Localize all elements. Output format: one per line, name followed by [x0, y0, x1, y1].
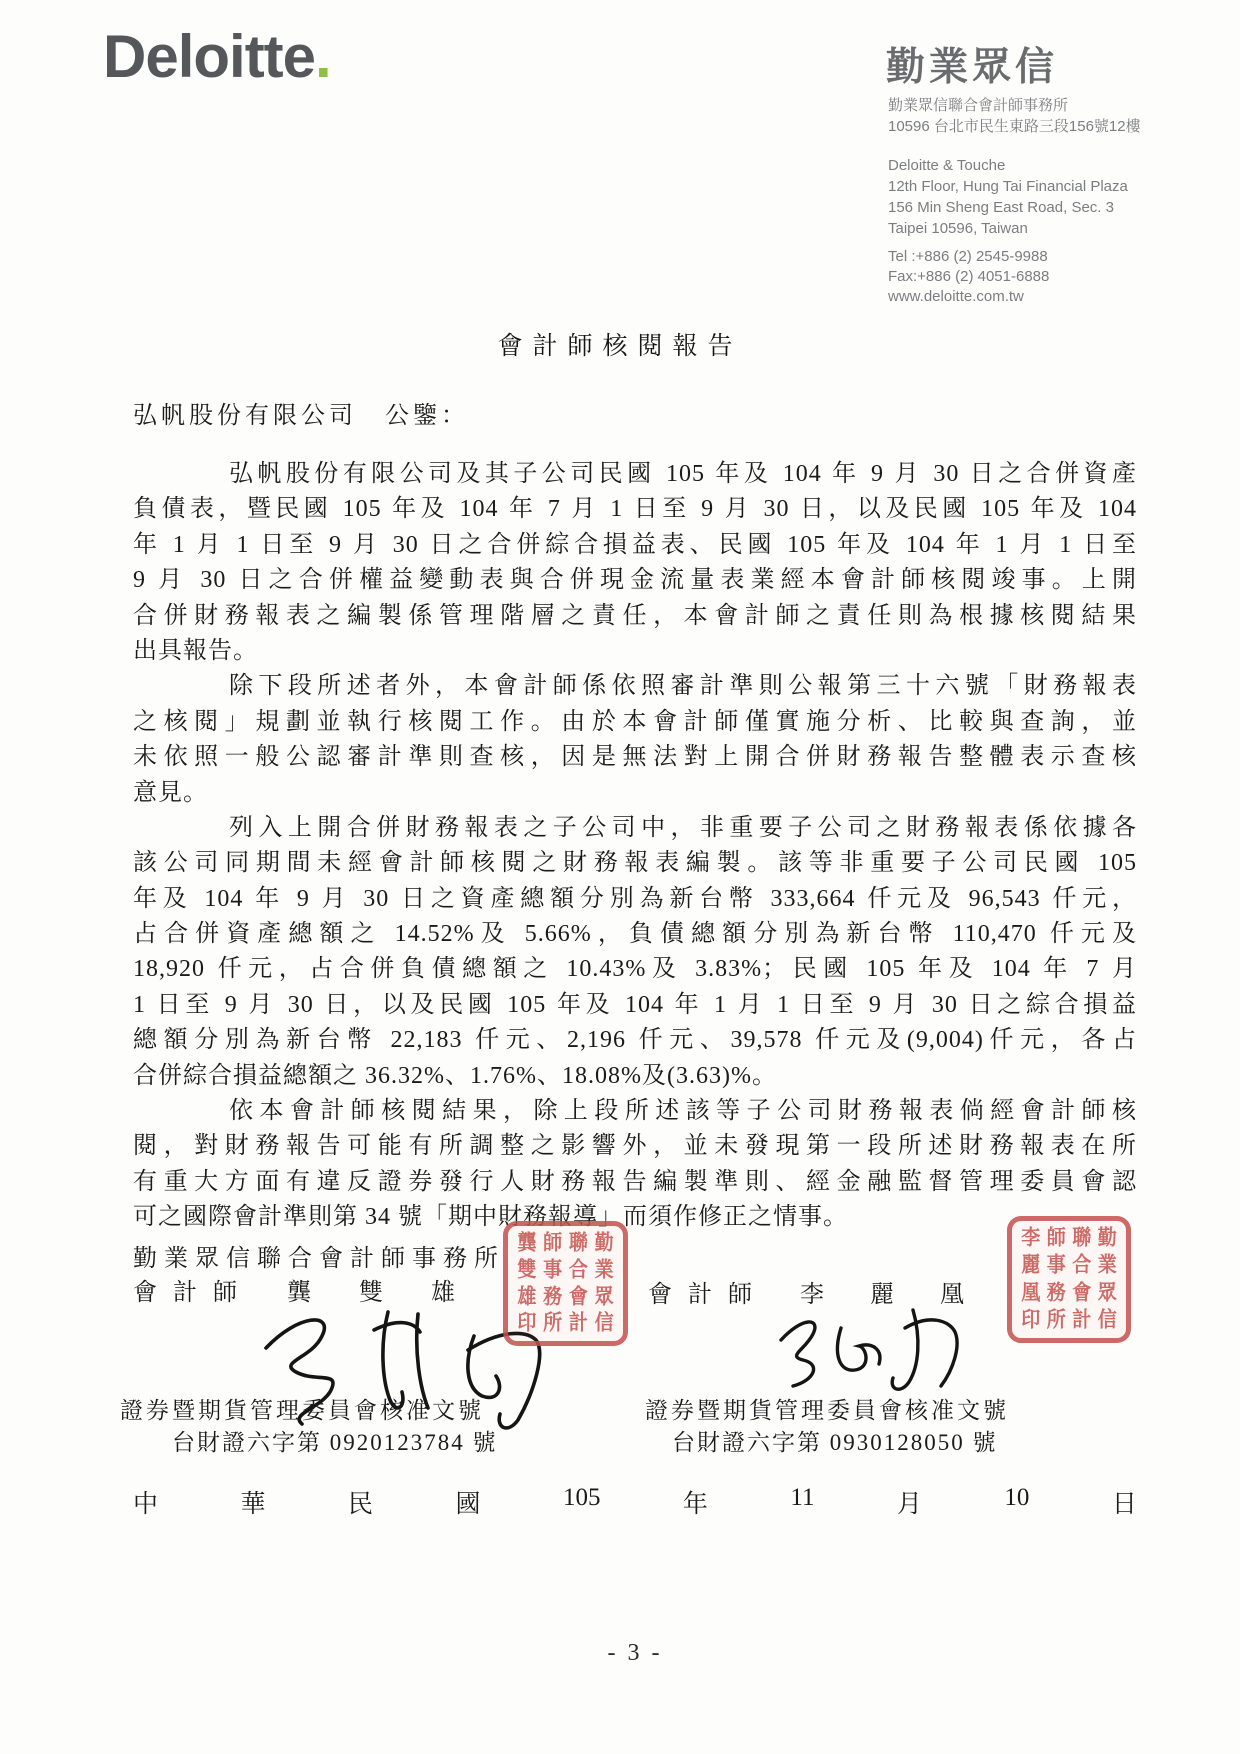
report-line: 出具報告。 — [133, 637, 258, 664]
report-line: 依本會計師核閱結果，除上段所述該等子公司財務報表倘經會計師核 — [229, 1098, 1137, 1125]
cpa-seal-stamp-left: 勤 業 眾 信 聯 合 會 計 師 事 務 所 龔 雙 雄 印 — [503, 1221, 628, 1346]
cpa-name-right: 李麗凰 — [800, 1282, 1010, 1308]
letterhead-address-english: Deloitte & Touche 12th Floor, Hung Tai Financial Plaza 156 Min Sheng East Road, Sec. 3 Taipei 10596, Taiwan — [888, 157, 1128, 237]
report-line: 總額分別為新台幣 22,183 仟元、2,196 仟元、39,578 仟元及(9,004)仟元，各占 — [133, 1027, 1137, 1054]
report-line: 負債表，暨民國 105 年及 104 年 7 月 1 日至 9 月 30 日，以及民國 105 年及 104 — [133, 496, 1137, 523]
report-line: 占合併資產總額之 14.52%及 5.66%，負債總額分別為新台幣 110,470 仟元及 — [133, 921, 1137, 948]
cpa-role-right: 會計師 — [648, 1282, 768, 1308]
approval-label-right: 證券暨期貨管理委員會核准文號 — [645, 1398, 1009, 1423]
deloitte-logo — [103, 22, 331, 91]
report-line: 可之國際會計準則第 34 號「期中財務報導」而須作修正之情事。 — [133, 1204, 848, 1231]
report-line: 年 1 月 1 日至 9 月 30 日之合併綜合損益表、民國 105 年及 104 年 1 月 1 日至 — [133, 531, 1137, 558]
report-line: 閱，對財務報告可能有所調整之影響外，並未發現第一段所述財務報表在所 — [133, 1133, 1137, 1160]
report-line: 合併綜合損益總額之 36.32%、1.76%、18.08%及(3.63)%。 — [133, 1062, 777, 1089]
approval-label-left: 證券暨期貨管理委員會核准文號 — [120, 1398, 484, 1423]
page-number: - 3 - — [607, 1640, 663, 1666]
report-line: 列入上開合併財務報表之子公司中，非重要子公司之財務報表係依據各 — [229, 814, 1137, 841]
report-line: 9 月 30 日之合併權益變動表與合併現金流量表業經本會計師核閱竣事。上開 — [133, 567, 1137, 594]
report-line: 之核閱」規劃並執行核閱工作。由於本會計師僅實施分析、比較與查詢，並 — [133, 708, 1137, 735]
handwritten-signature-right — [763, 1298, 998, 1403]
report-line: 18,920 仟元，占合併負債總額之 10.43%及 3.83%；民國 105 年及 104 年 7 月 — [133, 956, 1137, 983]
approval-number-left: 台財證六字第 0920123784 號 — [172, 1430, 498, 1455]
firm-name-chinese: 勤業眾信 — [886, 46, 1059, 89]
report-line: 合併財務報表之編製係管理階層之責任，本會計師之責任則為根據核閱結果 — [133, 602, 1137, 629]
deloitte-green-dot-icon: . — [315, 23, 331, 90]
cpa-role-left: 會計師 — [133, 1280, 253, 1306]
deloitte-wordmark: Deloitte — [103, 23, 316, 90]
report-line: 弘帆股份有限公司及其子公司民國 105 年及 104 年 9 月 30 日之合併資產 — [229, 461, 1137, 487]
report-line: 年及 104 年 9 月 30 日之資產總額分別為新台幣 333,664 仟元及 96,543 仟元， — [133, 885, 1137, 912]
cpa-name-left: 龔雙雄 — [287, 1280, 503, 1306]
letterhead-contact: Tel :+886 (2) 2545-9988 Fax:+886 (2) 4051-6888 www.deloitte.com.tw — [888, 248, 1050, 305]
salutation: 弘帆股份有限公司 公鑒： — [133, 403, 469, 429]
report-line: 意見。 — [133, 779, 208, 806]
report-body — [133, 457, 1137, 1236]
approval-number-right: 台財證六字第 0930128050 號 — [672, 1430, 998, 1455]
report-line: 有重大方面有違反證券發行人財務報告編製準則、經金融監督管理委員會認 — [133, 1168, 1137, 1195]
report-line: 未依照一般公認審計準則查核，因是無法對上開合併財務報告整體表示查核 — [133, 744, 1137, 771]
cpa-seal-stamp-right: 勤 業 眾 信 聯 合 會 計 師 事 務 所 李 麗 凰 印 — [1007, 1216, 1131, 1343]
report-line: 該公司同期間未經會計師核閱之財務報表編製。該等非重要子公司民國 105 — [133, 850, 1137, 877]
report-line: 1 日至 9 月 30 日，以及民國 105 年及 104 年 1 月 1 日至 9 月 30 日之綜合損益 — [133, 991, 1137, 1018]
report-line: 除下段所述者外，本會計師係依照審計準則公報第三十六號「財務報表 — [229, 673, 1137, 700]
report-title: 會計師核閱報告 — [497, 333, 743, 360]
signing-firm-name: 勤業眾信聯合會計師事務所 — [133, 1246, 505, 1272]
report-date-line: 中 華 民 國 105 年 11 月 10 日 — [133, 1484, 1137, 1518]
letterhead-address-chinese: 勤業眾信聯合會計師事務所 10596 台北市民生東路三段156號12樓 — [888, 97, 1141, 135]
